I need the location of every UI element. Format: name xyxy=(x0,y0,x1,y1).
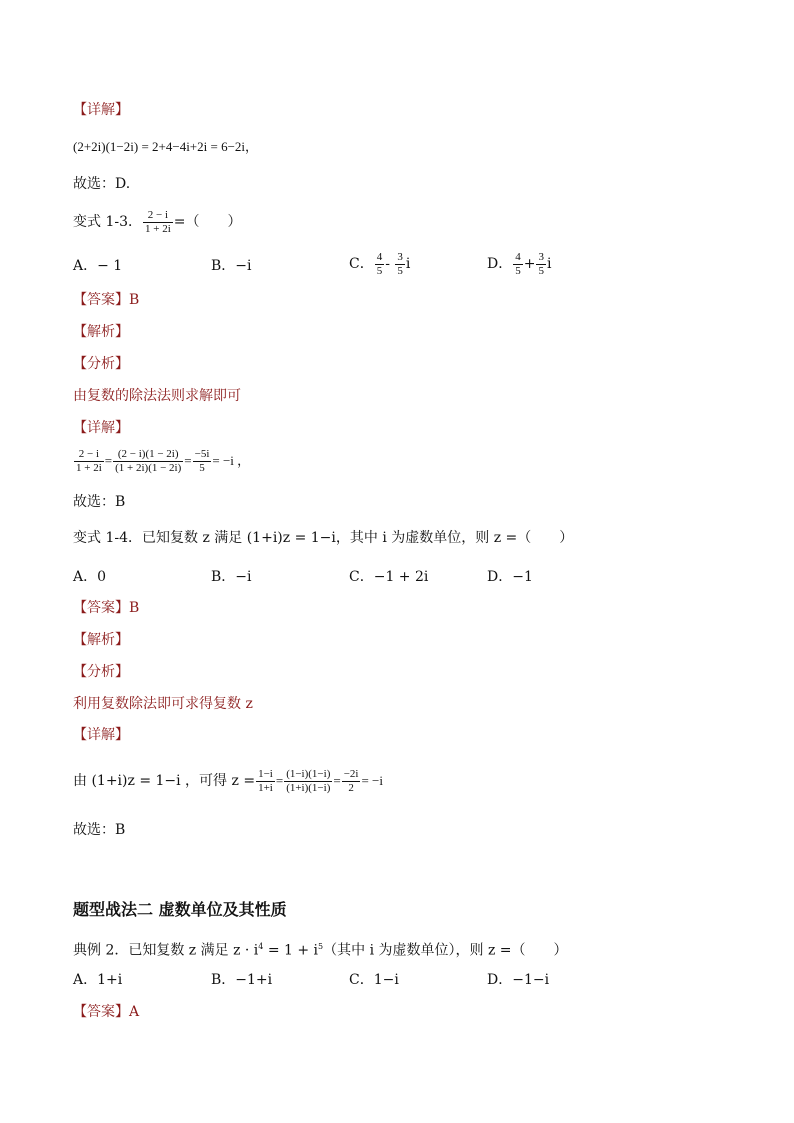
option-b: B．−i xyxy=(211,569,252,585)
frac-den: (1 + 2i)(1 − 2i) xyxy=(115,461,182,474)
question-1-3 xyxy=(73,208,242,236)
stem-tail: （其中 i 为虚数单位），则 z =（ ） xyxy=(323,942,568,959)
option-c-tail: i xyxy=(405,256,411,272)
frac-num: 3 xyxy=(538,250,544,263)
frac-num: 4 xyxy=(376,250,383,263)
frac-num: (1−i)(1−i) xyxy=(286,767,331,780)
detail-equation: 由 (1+i)z = 1−i ，可得 z = $\frac{1-i}{1+i}$ = $\frac{(1-i)(1-i)}{(1+i)(1-i)}$ = $\frac{-2i}{2}$ = −i xyxy=(73,767,383,794)
analysis-text: 由复数的除法法则求解即可 xyxy=(73,388,241,404)
frac-den: 1 + 2i xyxy=(145,222,171,235)
option-c-frac1 xyxy=(375,251,385,278)
stem-sup-1: 4 xyxy=(258,942,264,951)
detail-frac-2 xyxy=(284,768,332,795)
option-b: B．−i xyxy=(211,258,252,274)
question-prefix: 变式 1-3． xyxy=(73,214,142,230)
choice-line: 故选：B xyxy=(73,822,126,838)
frac-den: 1 + 2i xyxy=(76,461,102,474)
detail-frac-3 xyxy=(342,768,361,795)
option-d: D．−1 xyxy=(487,569,533,585)
choice-line: 故选：B xyxy=(73,494,126,510)
option-d-prefix: D． xyxy=(487,256,513,272)
answer-line: 【答案】A xyxy=(73,1004,140,1020)
answer-line: 【答案】B xyxy=(73,600,140,616)
stem-sup-2: 5 xyxy=(318,942,324,951)
analysis-text: 利用复数除法即可求得复数 z xyxy=(73,696,253,712)
frac-num: −2i xyxy=(343,767,359,780)
section-title: 题型战法二 虚数单位及其性质 xyxy=(73,900,287,919)
question-fraction xyxy=(143,209,173,236)
frac-num: 2 − i xyxy=(74,448,104,462)
option-c-op: - xyxy=(385,256,395,272)
option-c-prefix: C． xyxy=(349,256,374,272)
option-d-op: + xyxy=(523,256,536,272)
option-d-frac1 xyxy=(513,251,523,278)
stem-mid: = 1 + i xyxy=(263,942,319,959)
option-c: C．−1 + 2i xyxy=(349,569,429,585)
option-a: A．0 xyxy=(73,569,107,585)
detail-label: 【详解】 xyxy=(73,420,129,436)
option-a: A．− 1 xyxy=(73,258,123,274)
detail-equation: $\frac{2 - i}{1 + 2i}$ = $\frac{(2 - i)(1 - 2i)}{(1 + 2i)(1 - 2i)}$ = $\frac{-5i}{5}$ = −i ， xyxy=(76,447,251,474)
detail-label: 【详解】 xyxy=(73,102,129,118)
answer-line: 【答案】B xyxy=(73,292,140,308)
frac-num: 3 xyxy=(397,250,403,263)
detail-frac-1 xyxy=(74,448,104,475)
option-d: D．−1−i xyxy=(487,972,550,988)
frac-num: 2 − i xyxy=(143,209,173,223)
frac-den: 1+i xyxy=(258,781,273,794)
analysis-label: 【解析】 xyxy=(73,632,129,648)
option-c xyxy=(349,249,410,279)
detail-tail: = −i ， xyxy=(212,453,251,468)
detail-label: 【详解】 xyxy=(73,727,129,743)
example-2-stem xyxy=(73,937,568,961)
stem-lead: 典例 2．已知复数 z 满足 z · i xyxy=(73,942,259,959)
detail-tail: = −i xyxy=(361,773,383,788)
choice-line: 故选：D. xyxy=(73,176,131,192)
detail-lead: 由 (1+i)z = 1−i ，可得 z = xyxy=(73,773,256,789)
frac-den: 5 xyxy=(538,264,544,277)
frac-den: 5 xyxy=(397,264,403,277)
option-c: C．1−i xyxy=(349,972,399,988)
calc-line: (2+2i)(1−2i) = 2+4−4i+2i = 6−2i， xyxy=(73,139,259,154)
detail-frac-1 xyxy=(256,768,275,795)
frac-num: 4 xyxy=(515,250,521,263)
frac-den: 5 xyxy=(515,264,521,277)
question-suffix: =（ ） xyxy=(173,214,242,230)
frac-num: (2 − i)(1 − 2i) xyxy=(113,448,183,462)
option-c-frac2 xyxy=(395,251,405,278)
analysis-sub-label: 【分析】 xyxy=(73,356,129,372)
frac-num: −5i xyxy=(194,447,210,460)
analysis-label: 【解析】 xyxy=(73,324,129,340)
option-d xyxy=(487,249,551,279)
detail-frac-3 xyxy=(193,448,212,475)
frac-den: 5 xyxy=(376,264,383,277)
frac-den: (1+i)(1−i) xyxy=(286,781,331,794)
analysis-sub-label: 【分析】 xyxy=(73,664,129,680)
option-b: B．−1+i xyxy=(211,972,273,988)
option-d-frac2 xyxy=(536,251,546,278)
frac-num: 1−i xyxy=(258,767,273,780)
question-1-4: 变式 1-4．已知复数 z 满足 (1+i)z = 1−i，其中 i 为虚数单位，则 z =（ ） xyxy=(73,530,574,546)
option-d-tail: i xyxy=(546,256,552,272)
frac-den: 2 xyxy=(348,781,354,794)
option-a: A．1+i xyxy=(73,972,123,988)
detail-frac-2 xyxy=(113,448,183,475)
frac-den: 5 xyxy=(199,461,205,474)
